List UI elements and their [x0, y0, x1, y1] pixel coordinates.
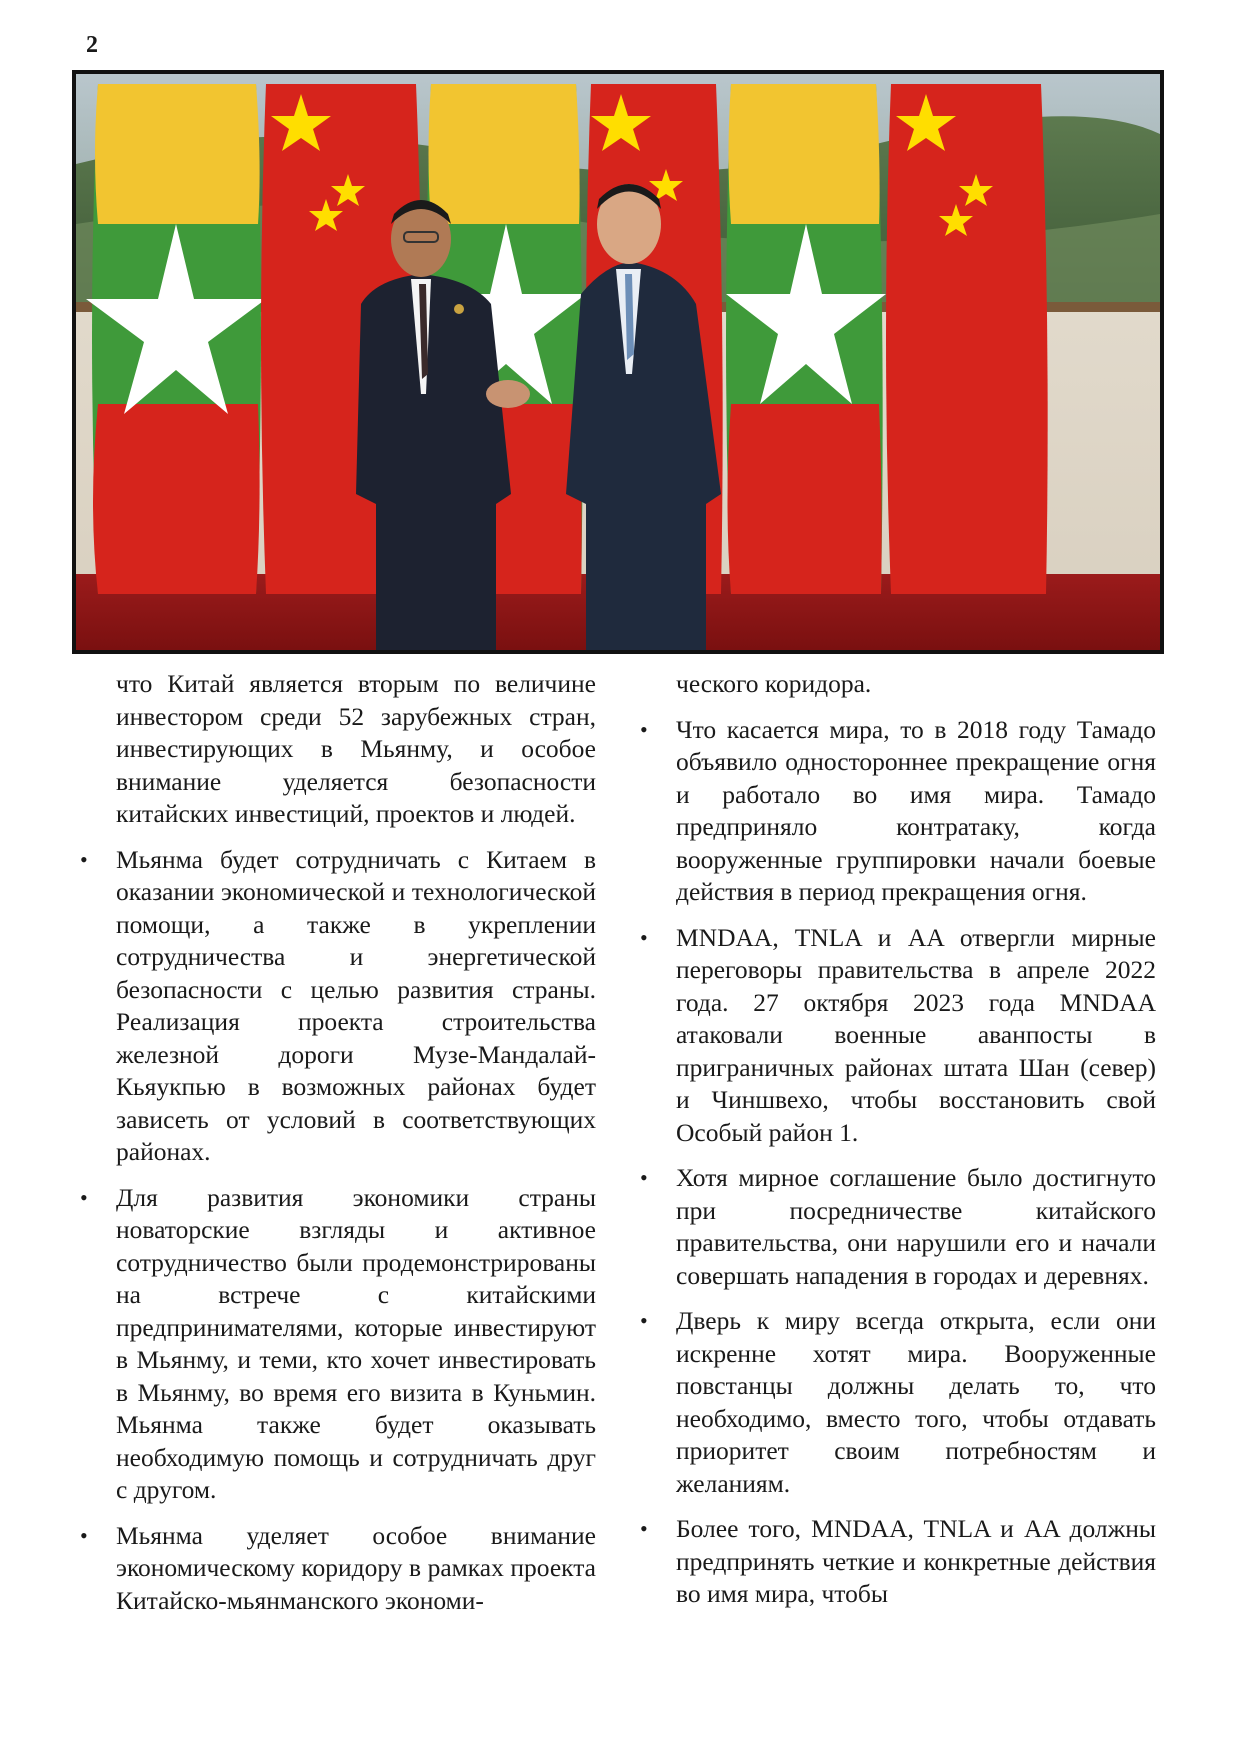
paragraph: ческого коридора. — [676, 669, 872, 698]
bullet-paragraph: • Мьянма будет сотрудничать с Китаем в оказании экономической и технологической помощи, а также в укреплении сотрудничества и энергетической безопасности с целью развития страны. Реализация проекта строительства железной дороги Музе-Мандалай-Кьяукпью в возможных районах будет зависеть от условий в соответствующих районах. — [116, 844, 596, 1169]
bullet-paragraph: • Что касается мира, то в 2018 году Тамадо объявило одностороннее прекращение огня и работало во имя мира. Тамадо предприняло контратаку, когда вооруженные группировки начали боевые действия в период прекращения огня. — [676, 714, 1156, 909]
right-column — [676, 668, 1156, 1624]
bullet-paragraph: • Дверь к миру всегда открыта, если они искренне хотят мира. Вооруженные повстанцы должны делать то, что необходимо, вместо того, чтобы отдавать приоритет своим потребностям и желаниям. — [676, 1305, 1156, 1500]
meeting-photo-icon — [76, 74, 1160, 650]
bullet-paragraph: • Мьянма уделяет особое внимание экономическому коридору в рамках проекта Китайско-мьянманского экономи- — [116, 1520, 596, 1618]
bullet-paragraph: • Более того, MNDAA, TNLA и AA должны предпринять четкие и конкретные действия во имя мира, чтобы — [676, 1513, 1156, 1611]
left-column — [116, 668, 596, 1630]
bullet-paragraph: • MNDAA, TNLA и AA отвергли мирные переговоры правительства в апреле 2022 года. 27 октября 2023 года MNDAA атаковали военные аванпосты в приграничных районах штата Шан (север) и Чиншвехо, чтобы восстановить свой Особый район 1. — [676, 922, 1156, 1150]
page-number: 2 — [86, 32, 98, 58]
bullet-paragraph: • Хотя мирное соглашение было достигнуто при посредничестве китайского правительства, они нарушили его и начали совершать нападения в городах и деревнях. — [676, 1162, 1156, 1292]
paragraph: что Китай является вторым по величине инвестором среди 52 зарубежных стран, инвестирующих в Мьянму, и особое внимание уделяется безопасности китайских инвестиций, проектов и людей. — [116, 669, 596, 828]
bullet-paragraph: • Для развития экономики страны новаторские взгляды и активное сотрудничество были продемонстрированы на встрече с китайскими предпринимателями, которые инвестируют в Мьянму, и теми, кто хочет инвестировать в Мьянму, во время его визита в Куньмин. Мьянма также будет оказывать необходимую помощь и сотрудничать друг с другом. — [116, 1182, 596, 1507]
meeting-photo — [72, 70, 1164, 654]
